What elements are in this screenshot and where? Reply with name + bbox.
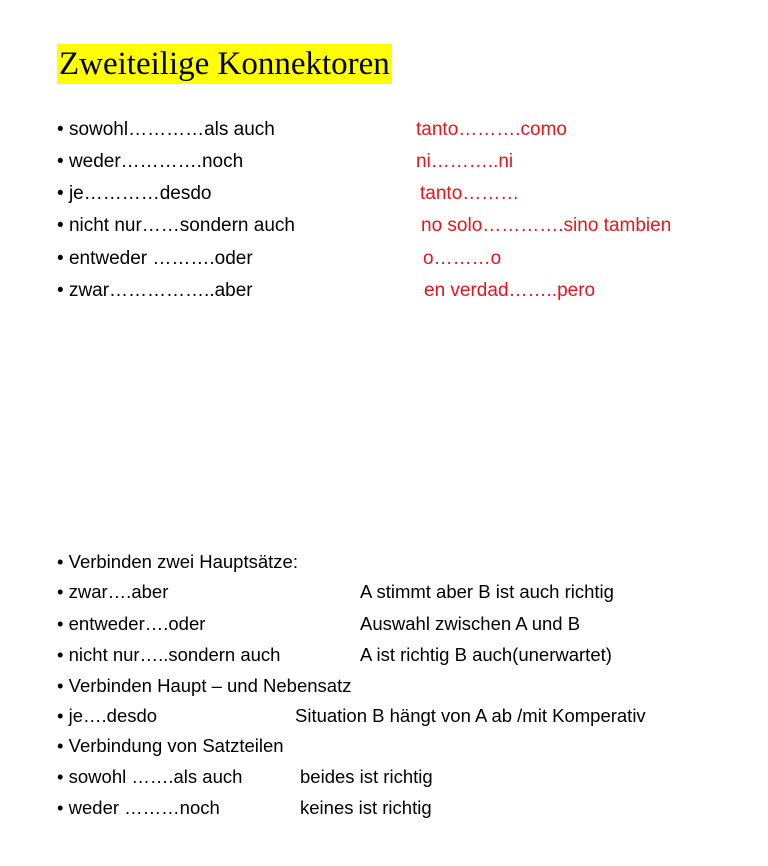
- meaning: Auswahl zwischen A und B: [360, 613, 581, 634]
- slide-title: Zweiteilige Konnektoren: [59, 46, 390, 82]
- connector-de: entweder ……….oder: [68, 248, 253, 269]
- connector: sowohl …….als auch: [68, 766, 243, 787]
- list-item: • nicht nur…..sondern auch: [57, 644, 281, 665]
- list-item: • zwar….aber: [57, 581, 169, 602]
- list-item: • entweder….oder: [57, 613, 206, 634]
- list-item: • weder ………noch: [57, 797, 220, 818]
- list-item: • nicht nur……sondern auch: [57, 215, 295, 236]
- list-item: • weder………….noch: [57, 151, 244, 172]
- meaning: Situation B hängt von A ab /mit Komperativ: [295, 705, 646, 726]
- list-item: • Verbinden zwei Hauptsätze:: [57, 551, 298, 572]
- connector: nicht nur…..sondern auch: [68, 644, 281, 665]
- connector-es: en verdad……..pero: [424, 280, 596, 301]
- list-item: • je…………desdo: [57, 183, 212, 204]
- meaning: A stimmt aber B ist auch richtig: [360, 581, 614, 602]
- connector: je….desdo: [68, 705, 158, 726]
- explanation-heading: Verbindung von Satzteilen: [68, 735, 284, 756]
- list-item: • je….desdo: [57, 705, 158, 726]
- connector-es: tanto………: [420, 183, 520, 204]
- list-item: • zwar……………..aber: [57, 280, 253, 301]
- connector: zwar….aber: [68, 581, 169, 602]
- list-item: • Verbinden Haupt – und Nebensatz: [57, 675, 352, 696]
- connector-es: ni………..ni: [416, 151, 514, 172]
- connector-de: je…………desdo: [68, 183, 212, 204]
- list-item: • Verbindung von Satzteilen: [57, 735, 284, 756]
- meaning: keines ist richtig: [300, 797, 432, 818]
- connector-de: zwar……………..aber: [68, 280, 253, 301]
- connector-de: nicht nur……sondern auch: [68, 215, 295, 236]
- connector: weder ………noch: [68, 797, 220, 818]
- list-item: • entweder ……….oder: [57, 248, 253, 269]
- list-item: • sowohl …….als auch: [57, 766, 243, 787]
- meaning: beides ist richtig: [300, 766, 433, 787]
- connector-es: tanto……….como: [416, 119, 567, 140]
- list-item: • sowohl…………als auch: [57, 119, 275, 140]
- connector-de: sowohl…………als auch: [68, 119, 275, 140]
- connector: entweder….oder: [68, 613, 206, 634]
- connector-es: no solo………….sino tambien: [421, 215, 672, 236]
- meaning: A ist richtig B auch(unerwartet): [360, 644, 612, 665]
- connector-de: weder………….noch: [68, 151, 244, 172]
- explanation-heading: Verbinden zwei Hauptsätze:: [68, 551, 298, 572]
- connector-es: o………o: [423, 248, 502, 269]
- explanation-heading: Verbinden Haupt – und Nebensatz: [68, 675, 352, 696]
